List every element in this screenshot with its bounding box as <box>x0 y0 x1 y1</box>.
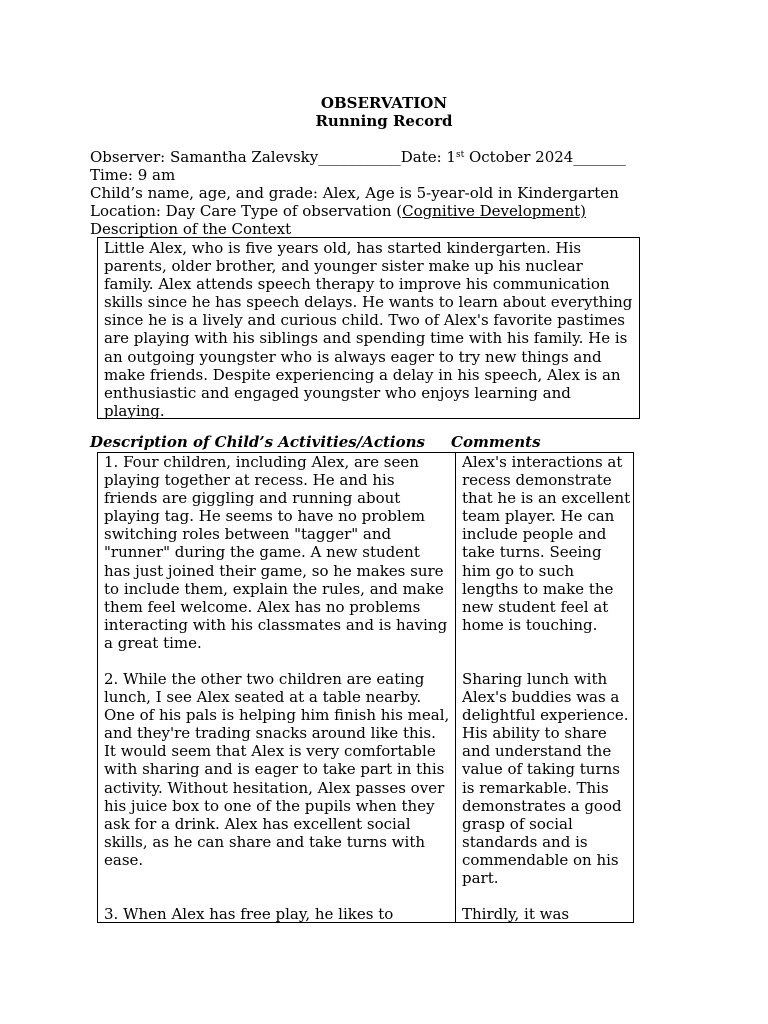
actions-heading: Description of Child’s Activities/Actions <box>90 433 425 451</box>
observation-type: Cognitive Development) <box>402 202 586 220</box>
context-description-text: Little Alex, who is five years old, has started kindergarten. His parents, older brother, and younger sister make up his nuclear family. Alex attends speech therapy to improve his communication skills since he has speech delays. He wants to learn about everything since he is a lively and curious child. Two of Alex's favorite pastimes are playing with his siblings and spending time with his family. He is an outgoing youngster who is always eager to try new things and make friends. Despite experiencing a delay in his speech, Alex is an enthusiastic and engaged youngster who enjoys learning and playing. <box>104 239 633 419</box>
location-text: Location: Day Care Type of observation ( <box>90 202 403 220</box>
document-title: OBSERVATION <box>320 94 448 112</box>
date-text: October 2024_______ <box>464 148 626 166</box>
child-info-line: Child’s name, age, and grade: Alex, Age is 5-year-old in Kindergarten <box>90 184 619 202</box>
context-description-box <box>97 237 640 419</box>
action-entry-2: 2. While the other two children are eating lunch, I see Alex seated at a table nearby. One of his pals is helping him finish his meal, and they're trading snacks around like this. It would seem that Alex is very comfortable with sharing and is eager to take part in this activity. Without hesitation, Alex passes over his juice box to one of the pupils when they ask for a drink. Alex has excellent social skills, as he can share and take turns with ease. <box>104 670 450 869</box>
comment-entry-1: Alex's interactions at recess demonstrate that he is an excellent team player. He can include people and take turns. Seeing him go to such lengths to make the new student feel at home is touching. <box>462 453 631 634</box>
column-divider <box>455 453 456 922</box>
table-headings <box>90 433 541 451</box>
comment-entry-2: Sharing lunch with Alex's buddies was a delightful experience. His ability to share and understand the value of taking turns is remarkable. This demonstrates a good grasp of social standards and is commendable on his part. <box>462 670 629 888</box>
action-entry-3: 3. When Alex has free play, he likes to <box>104 905 394 923</box>
observer-date-line <box>90 148 626 166</box>
location-type-line <box>90 202 586 220</box>
document-subtitle: Running Record <box>315 112 453 130</box>
time-line: Time: 9 am <box>90 166 176 184</box>
comments-heading: Comments <box>451 433 541 451</box>
action-entry-1: 1. Four children, including Alex, are seen playing together at recess. He and his friends are giggling and running about playing tag. He seems to have no problem switching roles between "tagger" and "runner" during the game. A new student has just joined their game, so he makes sure to include them, explain the rules, and make them feel welcome. Alex has no problems interacting with his classmates and is having a great time. <box>104 453 448 652</box>
comment-entry-3: Thirdly, it was <box>462 905 570 923</box>
observation-table <box>97 452 634 923</box>
context-label: Description of the Context <box>90 220 292 238</box>
observer-text: Observer: Samantha Zalevsky___________Date: 1 <box>90 148 456 166</box>
date-suffix: st <box>455 150 465 160</box>
